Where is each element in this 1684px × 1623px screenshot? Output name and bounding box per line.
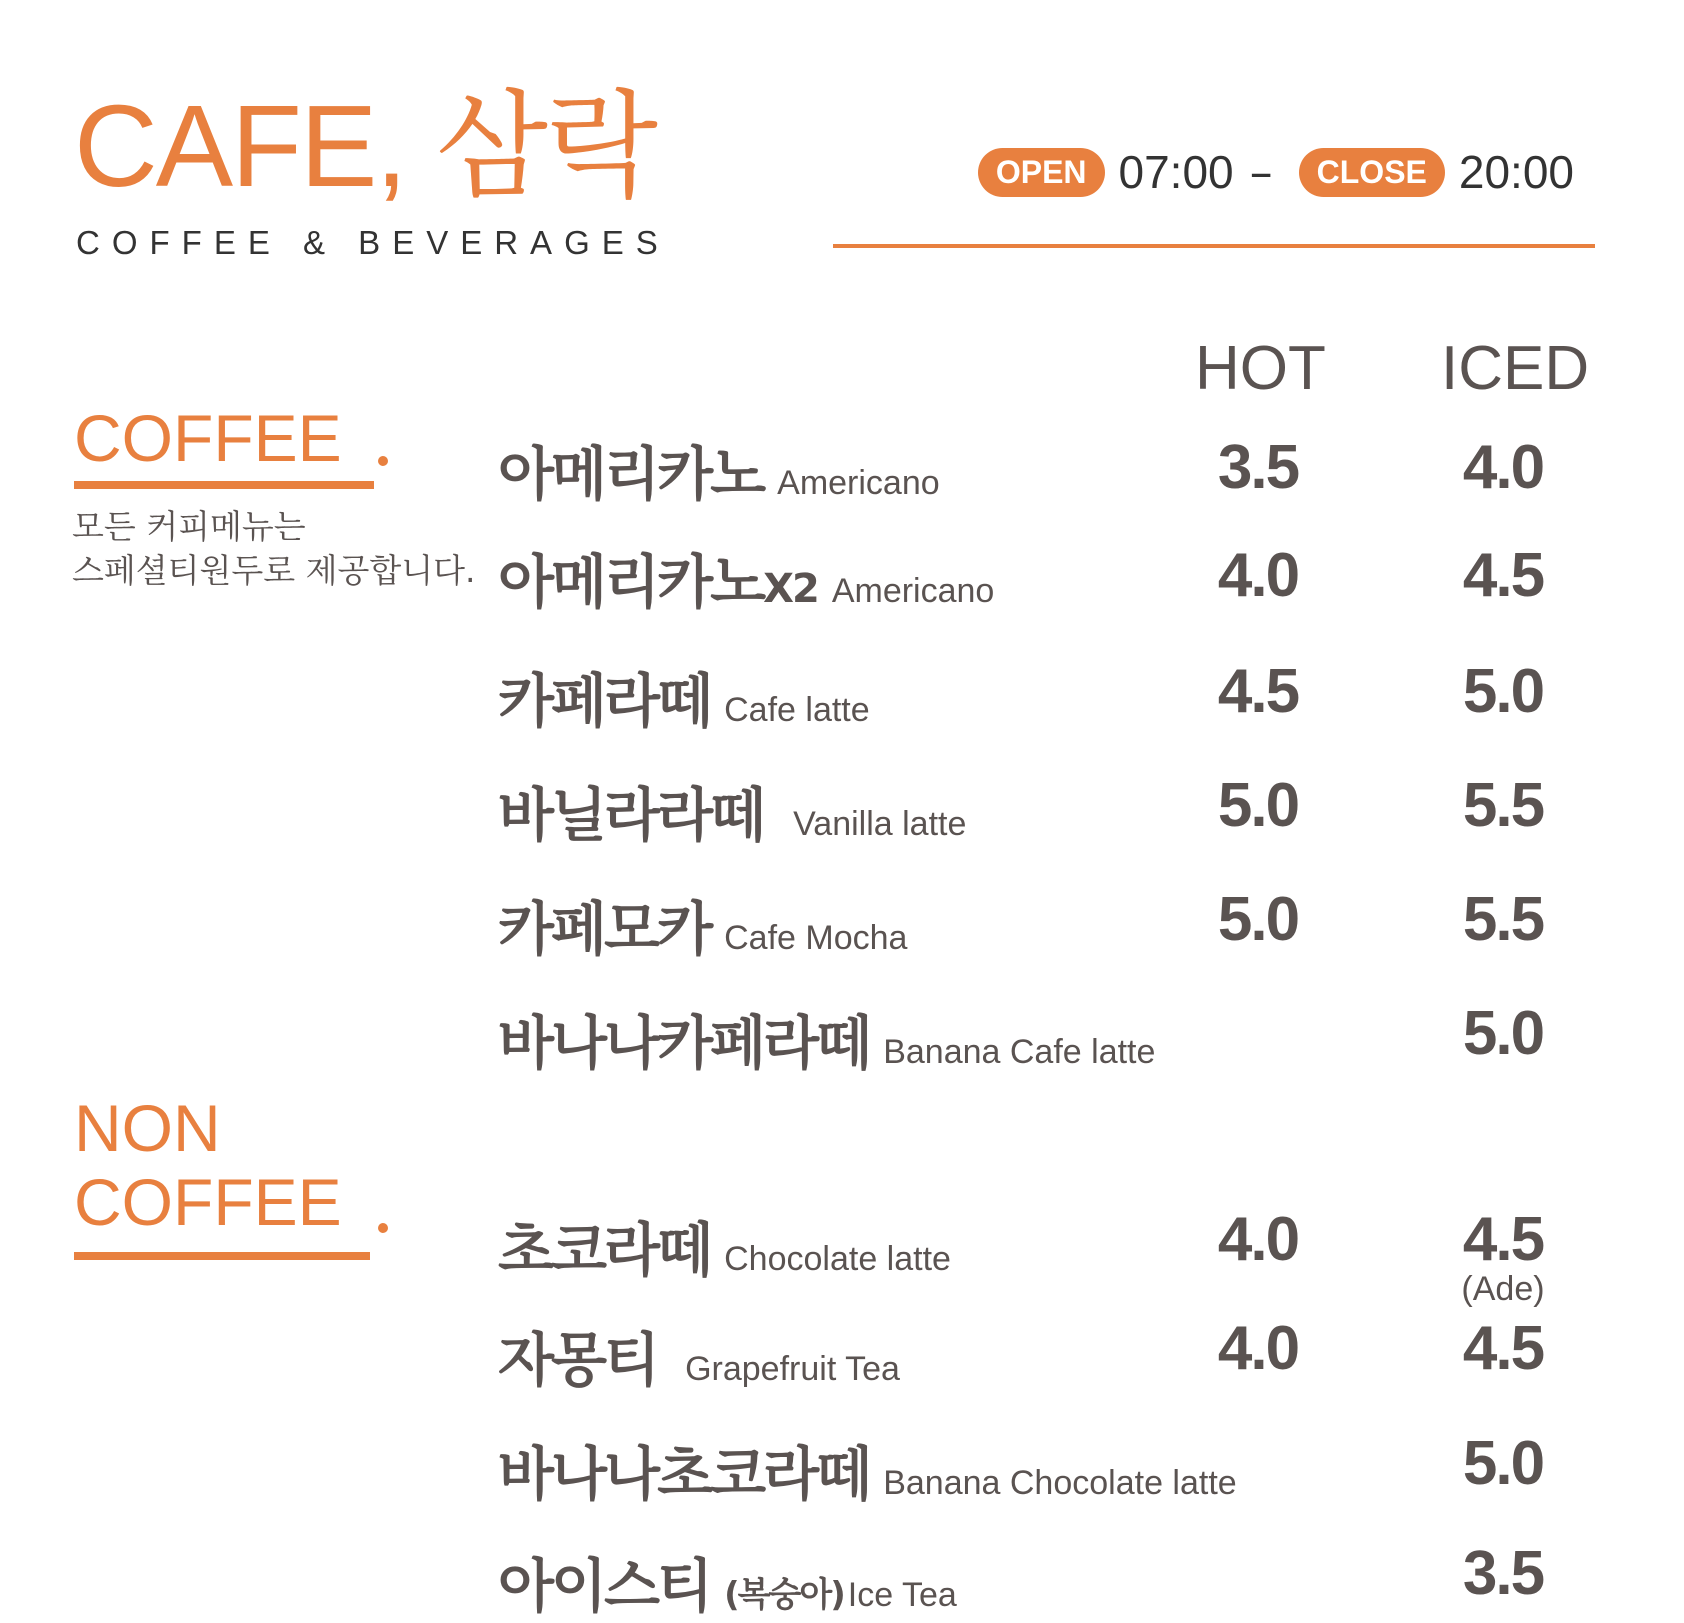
brand-title: CAFE, 삼락 — [74, 81, 656, 211]
price-iced: 3.5 — [1462, 1539, 1544, 1608]
item-name-paren: (복숭아) — [724, 1575, 844, 1615]
price-iced: 5.5 — [1462, 885, 1544, 954]
section-title-line: COFFEE — [74, 1164, 342, 1239]
opening-hours — [978, 145, 1574, 199]
column-iced: ICED — [1441, 334, 1590, 403]
price-iced: 4.0 — [1462, 433, 1544, 502]
item-name-en: Ice Tea — [847, 1576, 957, 1614]
price-hot: 5.0 — [1217, 771, 1299, 840]
item-name-ko: 바나나카페라떼 — [498, 1009, 870, 1077]
section-underline — [74, 481, 374, 489]
menu-item-name — [498, 1313, 900, 1397]
price-hot: 4.5 — [1217, 657, 1299, 726]
close-time: 20:00 — [1458, 146, 1574, 198]
section-note — [72, 505, 476, 593]
item-name-en: Chocolate latte — [724, 1240, 951, 1278]
price-hot: 5.0 — [1217, 885, 1299, 954]
price-hot: 3.5 — [1217, 433, 1299, 502]
section-dot — [378, 456, 388, 466]
menu-item-name — [498, 996, 1155, 1080]
price-iced: 4.5 — [1462, 1205, 1544, 1274]
item-name-ko: 카페모카 — [498, 895, 711, 963]
menu-item-name — [498, 768, 966, 852]
hours-dash: – — [1249, 145, 1273, 199]
menu-item-name — [498, 1203, 951, 1287]
item-name-en: Grapefruit Tea — [685, 1350, 900, 1388]
price-iced: 5.0 — [1462, 1429, 1544, 1498]
price-iced: 5.0 — [1462, 999, 1544, 1068]
close-badge: CLOSE — [1299, 148, 1445, 197]
item-name-en: Americano — [831, 572, 995, 610]
menu-item-name — [498, 427, 940, 511]
header-divider — [833, 244, 1595, 248]
item-name-ko: 자몽티 — [498, 1326, 658, 1394]
item-name-en: Cafe latte — [724, 691, 870, 729]
price-hot: 4.0 — [1217, 541, 1299, 610]
menu-item-name — [498, 654, 870, 738]
item-name-ko: 카페라떼 — [498, 667, 711, 735]
open-badge: OPEN — [978, 148, 1105, 197]
item-name-en: Cafe Mocha — [724, 919, 908, 957]
item-name-ko: 바나나초코라떼 — [498, 1440, 870, 1508]
price-hot: 4.0 — [1217, 1314, 1299, 1383]
item-name-suffix: X2 — [763, 566, 818, 612]
item-name-en: Banana Chocolate latte — [883, 1464, 1237, 1502]
price-hot: 4.0 — [1217, 1205, 1299, 1274]
price-iced: 4.5 — [1462, 1314, 1544, 1383]
note-line: 스페셜티원두로 제공합니다. — [72, 551, 476, 590]
item-name-en: Americano — [777, 464, 940, 502]
section-underline — [74, 1252, 370, 1260]
section-title-coffee: COFFEE — [74, 401, 342, 475]
item-name-ko: 바닐라라떼 — [498, 781, 764, 849]
section-dot — [378, 1223, 388, 1233]
price-iced: 5.5 — [1462, 771, 1544, 840]
menu-item-name — [498, 882, 907, 966]
brand-subtitle: COFFEE & BEVERAGES — [76, 224, 670, 261]
menu-item-name — [498, 1427, 1237, 1511]
item-name-ko: 초코라떼 — [498, 1216, 711, 1284]
item-name-ko: 아이스티 — [498, 1552, 711, 1620]
menu-item-name — [498, 535, 994, 619]
price-iced: 5.0 — [1462, 657, 1544, 726]
section-title-non-coffee — [74, 1092, 342, 1240]
open-time: 07:00 — [1118, 146, 1234, 198]
price-iced: 4.5 — [1462, 541, 1544, 610]
section-title-line: NON — [74, 1091, 221, 1165]
item-name-en: Vanilla latte — [793, 805, 967, 843]
column-hot: HOT — [1195, 334, 1326, 403]
note-line: 모든 커피메뉴는 — [72, 507, 306, 546]
menu-item-name — [498, 1539, 957, 1623]
item-name-ko: 아메리카노 — [498, 440, 764, 508]
price-note: (Ade) — [1461, 1270, 1545, 1308]
item-name-ko: 아메리카노 — [498, 548, 764, 616]
item-name-en: Banana Cafe latte — [883, 1033, 1156, 1071]
